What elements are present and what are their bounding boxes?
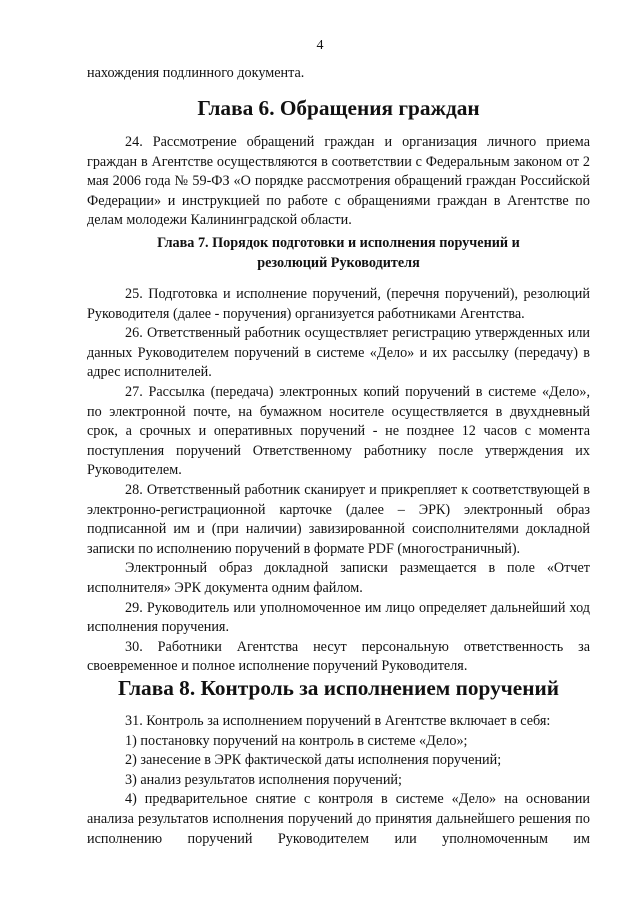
paragraph-26: 26. Ответственный работник осуществляет регистрацию утвержденных или данных Руководителем поручений в системе «Дело» и их рассылку (передачу) в адрес исполнителей. bbox=[87, 325, 590, 381]
paragraph-24: 24. Рассмотрение обращений граждан и организация личного приема граждан в Агентстве осуществляются в соответствии с Федеральным законом от 2 мая 2006 года № 59-ФЗ «О порядке рассмотрения обращений граждан Российской Федерации» и инструкцией по работе с обращениями граждан в Агентстве по делам молодежи Калининградской области. bbox=[87, 134, 590, 229]
paragraph-28-continued: Электронный образ докладной записки размещается в поле «Отчет исполнителя» ЭРК документа одним файлом. bbox=[87, 560, 590, 596]
paragraph-28: 28. Ответственный работник сканирует и прикрепляет к соответствующей в электронно-регистрационной карточке (далее – ЭРК) электронный образ подписанной им и (при наличии) завизированной соисполнителями докладной записки по исполнению поручений в формате PDF (многостраничный). bbox=[87, 481, 590, 557]
intro-line bbox=[87, 64, 590, 84]
paragraph-25: 25. Подготовка и исполнение поручений, (перечня поручений), резолюций Руководителя (далее - поручения) организуется работниками Агентства. bbox=[87, 286, 590, 322]
chapter-7-title bbox=[87, 234, 590, 273]
list-item-3: 3) анализ результатов исполнения поручений; bbox=[125, 771, 402, 788]
paragraph-29: 29. Руководитель или уполномоченное им лицо определяет дальнейший ход исполнения поручения. bbox=[87, 599, 590, 636]
chapter-7-body bbox=[87, 285, 590, 677]
chapter-6-title: Глава 6. Обращения граждан bbox=[197, 96, 480, 120]
list-item-1: 1) постановку поручений на контроль в системе «Дело»; bbox=[125, 732, 468, 749]
list-item-2: 2) занесение в ЭРК фактической даты исполнения поручений; bbox=[125, 752, 502, 769]
paragraph-31: 31. Контроль за исполнением поручений в Агентстве включает в себя: bbox=[125, 713, 551, 729]
intro-text: нахождения подлинного документа. bbox=[87, 65, 305, 81]
list-item-4: 4) предварительное снятие с контроля в системе «Дело» на основании анализа результатов исполнения поручений до принятия дальнейшего решения по исполнению поручений Руководителем или уполномоченным им bbox=[87, 791, 590, 847]
chapter-7-title-line-1: Глава 7. Порядок подготовки и исполнения поручений и bbox=[157, 235, 520, 251]
chapter-7-title-line-2: резолюций Руководителя bbox=[257, 254, 420, 271]
paragraph-27: 27. Рассылка (передача) электронных копий поручений в системе «Дело», по электронной почте, на бумажном носителе осуществляется в двухдневный срок, а срочных и оперативных поручений - не позднее 12 часов с момента поступления поручений Ответственному работнику после утверждения их Руководителем. bbox=[87, 383, 590, 479]
paragraph-30: 30. Работники Агентства несут персональную ответственность за своевременное и полное исполнение поручений Руководителя. bbox=[87, 638, 590, 675]
chapter-6-body bbox=[87, 133, 590, 231]
page-number: 4 bbox=[316, 38, 324, 53]
chapter-8-title: Глава 8. Контроль за исполнением поручений bbox=[117, 676, 560, 700]
chapter-8-body bbox=[87, 712, 590, 849]
